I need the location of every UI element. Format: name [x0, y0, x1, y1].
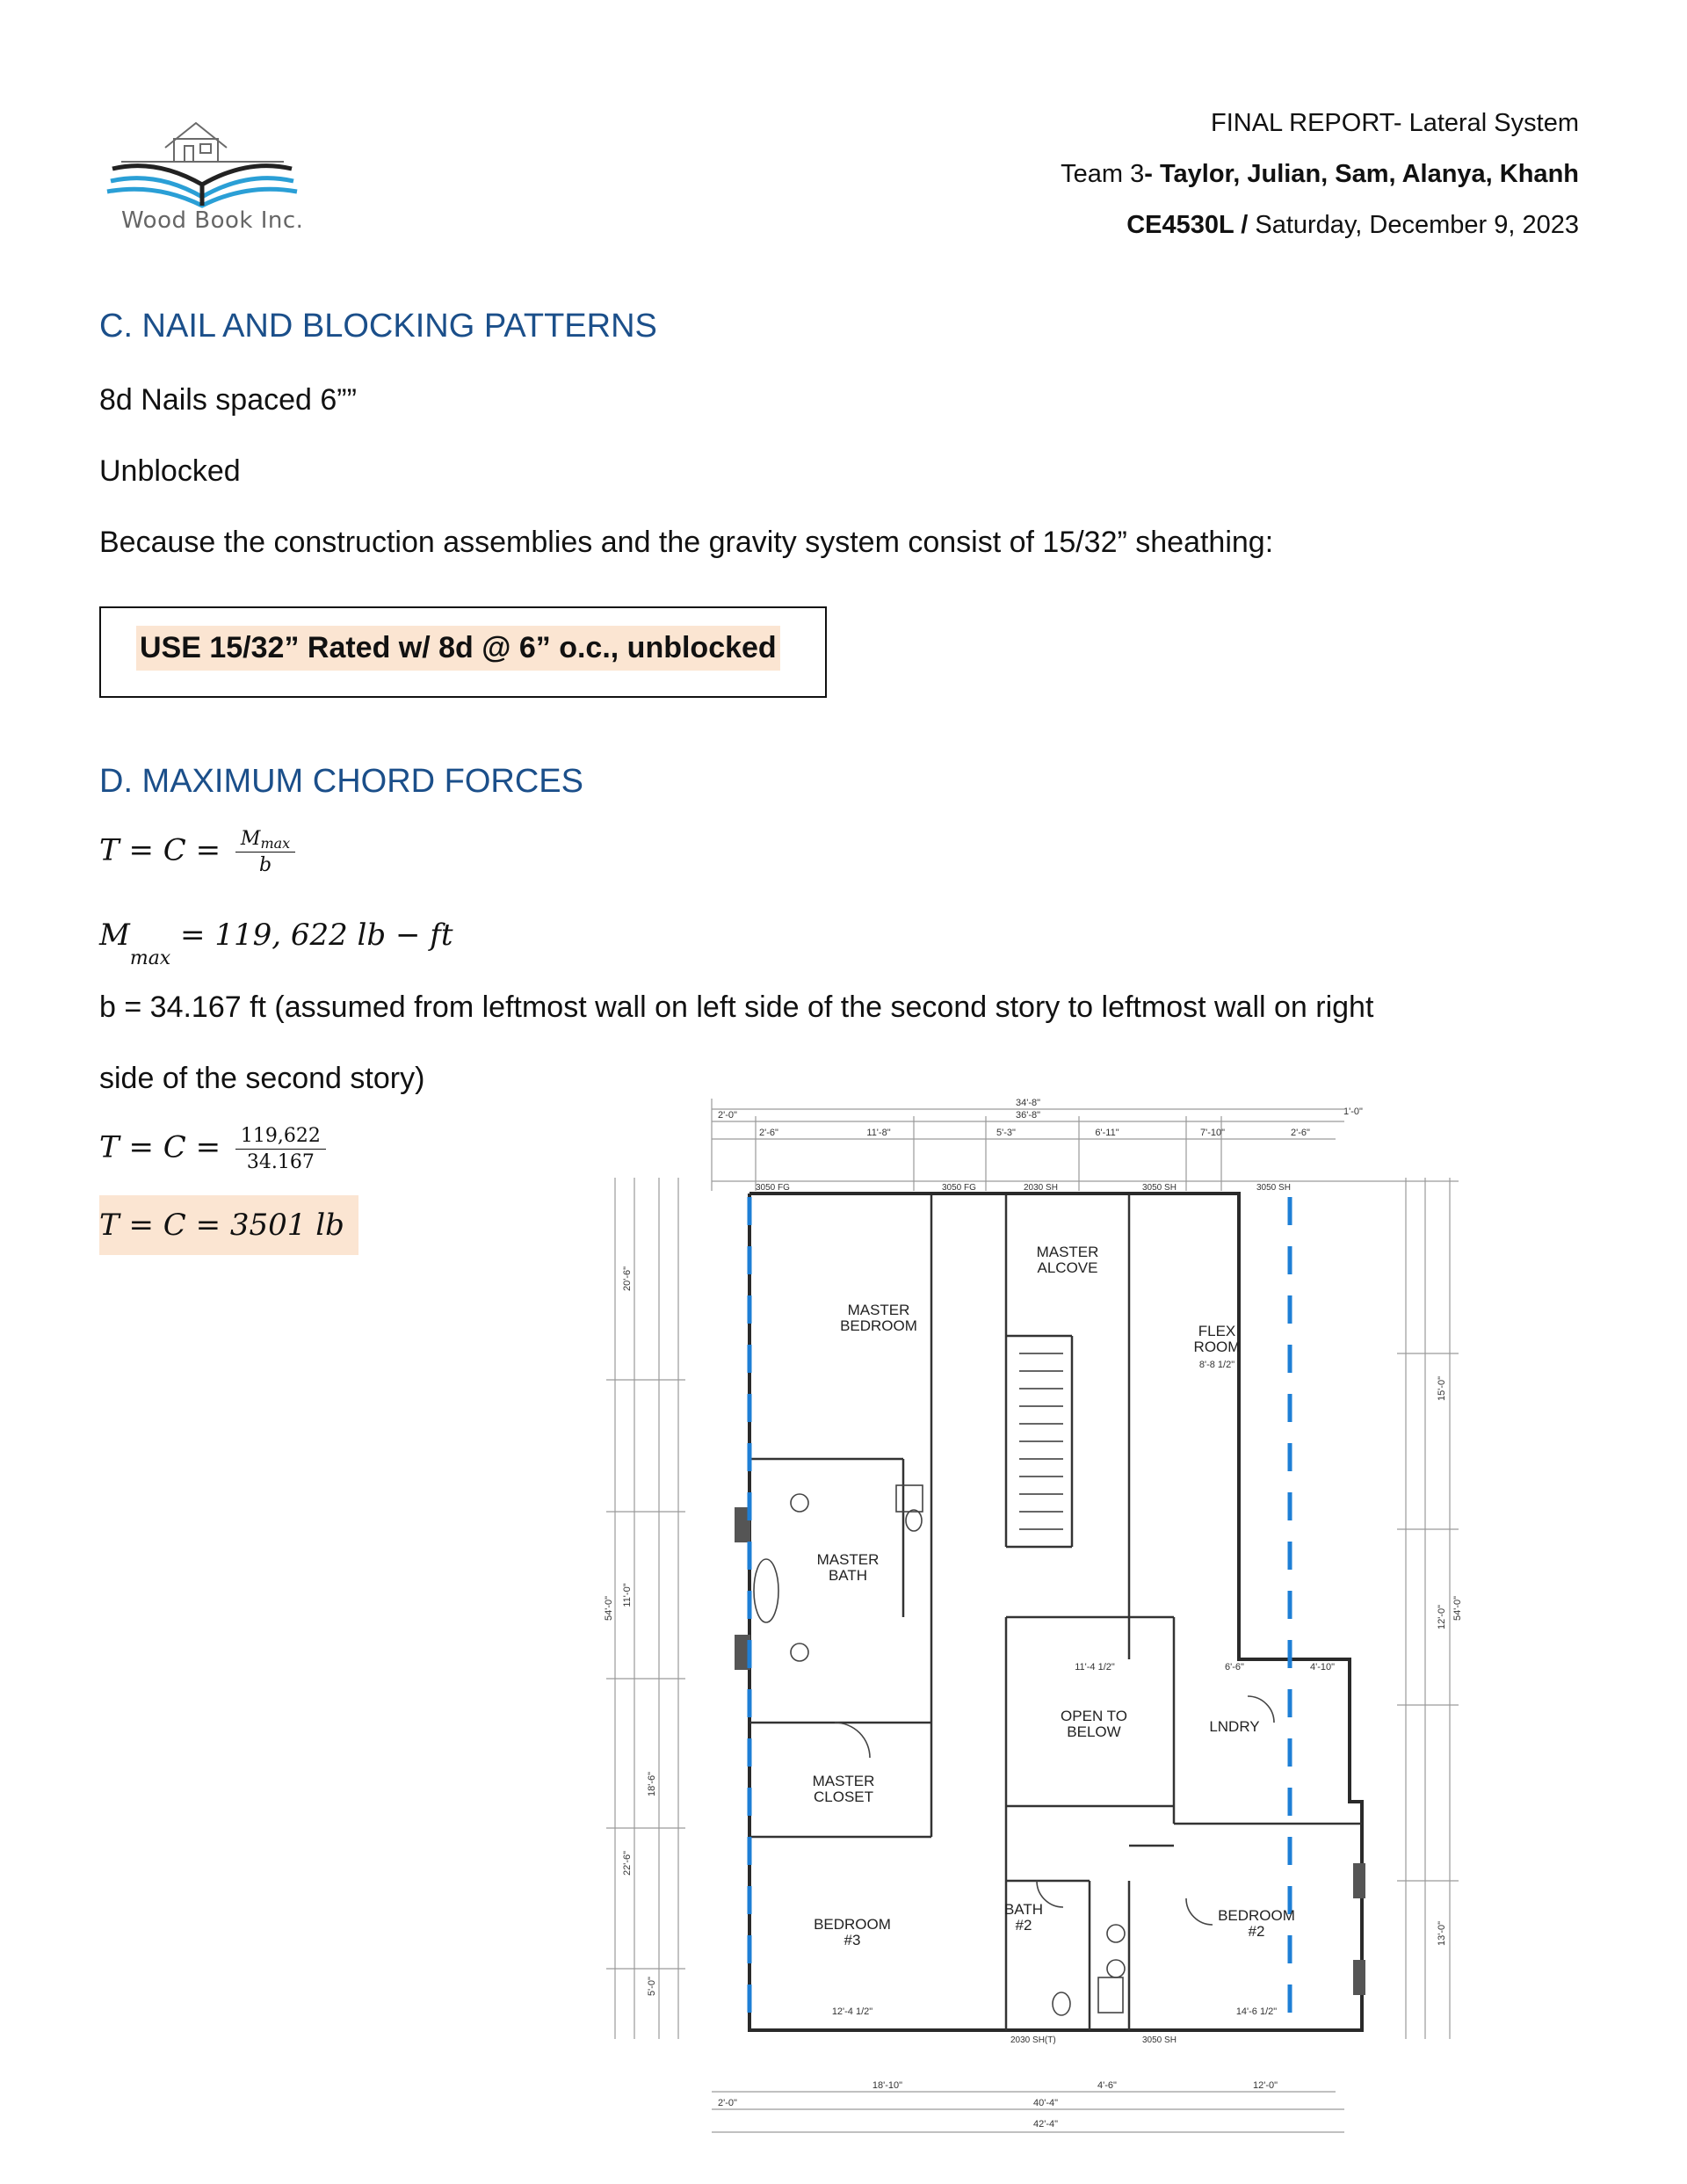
dim-top-d6: 2'-6": [1291, 1128, 1310, 1138]
dim-top-d5: 7'-10": [1199, 1128, 1226, 1138]
window-tag-1: 3050 FG: [756, 1183, 790, 1193]
dim-right-c: 12'-0": [1437, 1604, 1447, 1630]
dim-bot-total-a: 40'-4": [1032, 2098, 1059, 2108]
dimension-lines: [606, 1099, 1459, 2132]
dim-bot-left-off: 2'-0": [718, 2098, 737, 2108]
dim-bot-d2: 4'-6": [1097, 2080, 1117, 2091]
dim-misc-2: 12'-4 1/2": [831, 2006, 873, 2017]
dim-left-a: 20'-6": [622, 1266, 633, 1292]
dim-right-a: 54'-0": [1452, 1595, 1463, 1622]
dim-left-e: 18'-6": [647, 1771, 657, 1797]
dim-misc-3: 14'-6 1/2": [1235, 2006, 1278, 2017]
room-flex-2: ROOM: [1193, 1339, 1241, 1355]
dim-left-c: 11'-0": [622, 1583, 633, 1607]
section-d-heading: D. MAXIMUM CHORD FORCES: [99, 763, 583, 800]
room-master-bath-2: BATH: [828, 1567, 868, 1584]
dim-top-overall-b: 36'-8": [1015, 1110, 1041, 1121]
book-icon: [107, 166, 297, 206]
second-floor-plan: [580, 1090, 1485, 2171]
room-flex-1: FLEX: [1198, 1323, 1236, 1339]
room-labels: [813, 1244, 1295, 1948]
vertical-dimension-labels: [604, 1266, 1463, 1996]
dim-misc-5: 4'-10": [1309, 1662, 1336, 1672]
dim-top-left-off: 2'-0": [718, 1110, 737, 1121]
course-date-line: [1126, 211, 1579, 240]
equation-result: T = C = 3501 lb: [99, 1208, 358, 1243]
window-tag-4: 3050 SH: [1142, 1183, 1177, 1193]
section-c-heading: C. NAIL AND BLOCKING PATTERNS: [99, 308, 657, 345]
room-bedroom2-2: #2: [1248, 1923, 1265, 1940]
dim-bot-total-b: 42'-4": [1032, 2119, 1059, 2130]
dim-right-d: 13'-0": [1437, 1920, 1447, 1947]
dim-misc-1: 11'-4 1/2": [1075, 1662, 1115, 1672]
dim-top-d3: 5'-3": [996, 1128, 1016, 1138]
team-label: Team 3: [1061, 160, 1145, 188]
room-master-bedroom-2: BEDROOM: [840, 1317, 917, 1334]
dim-bot-d1: 18'-10": [872, 2080, 903, 2091]
team-line: [1061, 160, 1579, 189]
b-definition-line1: b = 34.167 ft (assumed from leftmost wall on left side of the second story to leftmost wall on right: [99, 990, 1374, 1024]
room-bedroom2-1: BEDROOM: [1218, 1907, 1295, 1924]
window-tag-7: 3050 SH: [1142, 2035, 1177, 2045]
window-tag-2: 3050 FG: [942, 1183, 976, 1193]
room-master-closet-1: MASTER: [812, 1773, 875, 1789]
dim-left-f: 5'-0": [647, 1977, 657, 1996]
dim-misc-4: 6'-6": [1225, 1662, 1244, 1672]
nail-spacing-text: 8d Nails spaced 6””: [99, 383, 357, 417]
dim-bot-d3: 12'-0": [1252, 2080, 1278, 2091]
dim-top-d4: 6'-11": [1095, 1128, 1119, 1138]
room-lndry: LNDRY: [1209, 1718, 1260, 1735]
report-date: Saturday, December 9, 2023: [1248, 211, 1579, 239]
room-bedroom3-2: #3: [844, 1932, 861, 1948]
dim-left-d: 22'-6": [622, 1850, 633, 1876]
room-master-closet-2: CLOSET: [813, 1789, 874, 1805]
callout-text: USE 15/32” Rated w/ 8d @ 6” o.c., unblocked: [136, 626, 780, 671]
dim-top-d2: 11'-8": [866, 1128, 891, 1138]
equation-chord-force: T = C = $\frac{Mmax}{b}$: [99, 828, 295, 876]
b-definition-line2: side of the second story): [99, 1062, 425, 1095]
equation-moment: $M_{max} = 119$, 622 lb − ft: [99, 918, 453, 969]
room-master-bath-1: MASTER: [816, 1551, 880, 1568]
dim-misc-6: 8'-8 1/2": [1198, 1360, 1235, 1370]
room-bedroom3-1: BEDROOM: [814, 1916, 891, 1933]
blocking-text: Unblocked: [99, 454, 241, 488]
room-master-bedroom-1: MASTER: [847, 1302, 910, 1318]
window-tag-3: 2030 SH: [1024, 1183, 1058, 1193]
dim-top-overall-a: 34'-8": [1015, 1098, 1041, 1108]
room-master-alcove-2: ALCOVE: [1037, 1259, 1098, 1276]
dim-left-b: 54'-0": [604, 1595, 614, 1622]
room-bath2-2: #2: [1015, 1917, 1032, 1934]
course-code: CE4530L /: [1126, 211, 1249, 239]
room-bath2-1: BATH: [1003, 1901, 1044, 1918]
room-master-alcove-1: MASTER: [1036, 1244, 1099, 1260]
stair: [1019, 1353, 1063, 1529]
room-open-below-2: BELOW: [1067, 1723, 1121, 1740]
report-title: FINAL REPORT- Lateral System: [1210, 109, 1579, 137]
team-members: - Taylor, Julian, Sam, Alanya, Khanh: [1144, 160, 1579, 188]
room-open-below-1: OPEN TO: [1061, 1708, 1127, 1724]
dim-top-d1: 2'-6": [759, 1128, 778, 1138]
window-tag-5: 3050 SH: [1256, 1183, 1291, 1193]
dim-top-right-off: 1'-0": [1343, 1107, 1363, 1117]
equation-substitution: T = C = $\frac{119,622}{34.167}$: [99, 1125, 326, 1173]
window-tag-6: 2030 SH(T): [1010, 2035, 1056, 2045]
dim-right-b: 15'-0": [1437, 1375, 1447, 1402]
house-icon: [121, 123, 284, 162]
logo-text: Wood Book Inc.: [121, 207, 304, 234]
sheathing-text: Because the construction assemblies and the gravity system consist of 15/32” sheathing:: [99, 526, 1274, 559]
callout-box: [99, 606, 827, 698]
